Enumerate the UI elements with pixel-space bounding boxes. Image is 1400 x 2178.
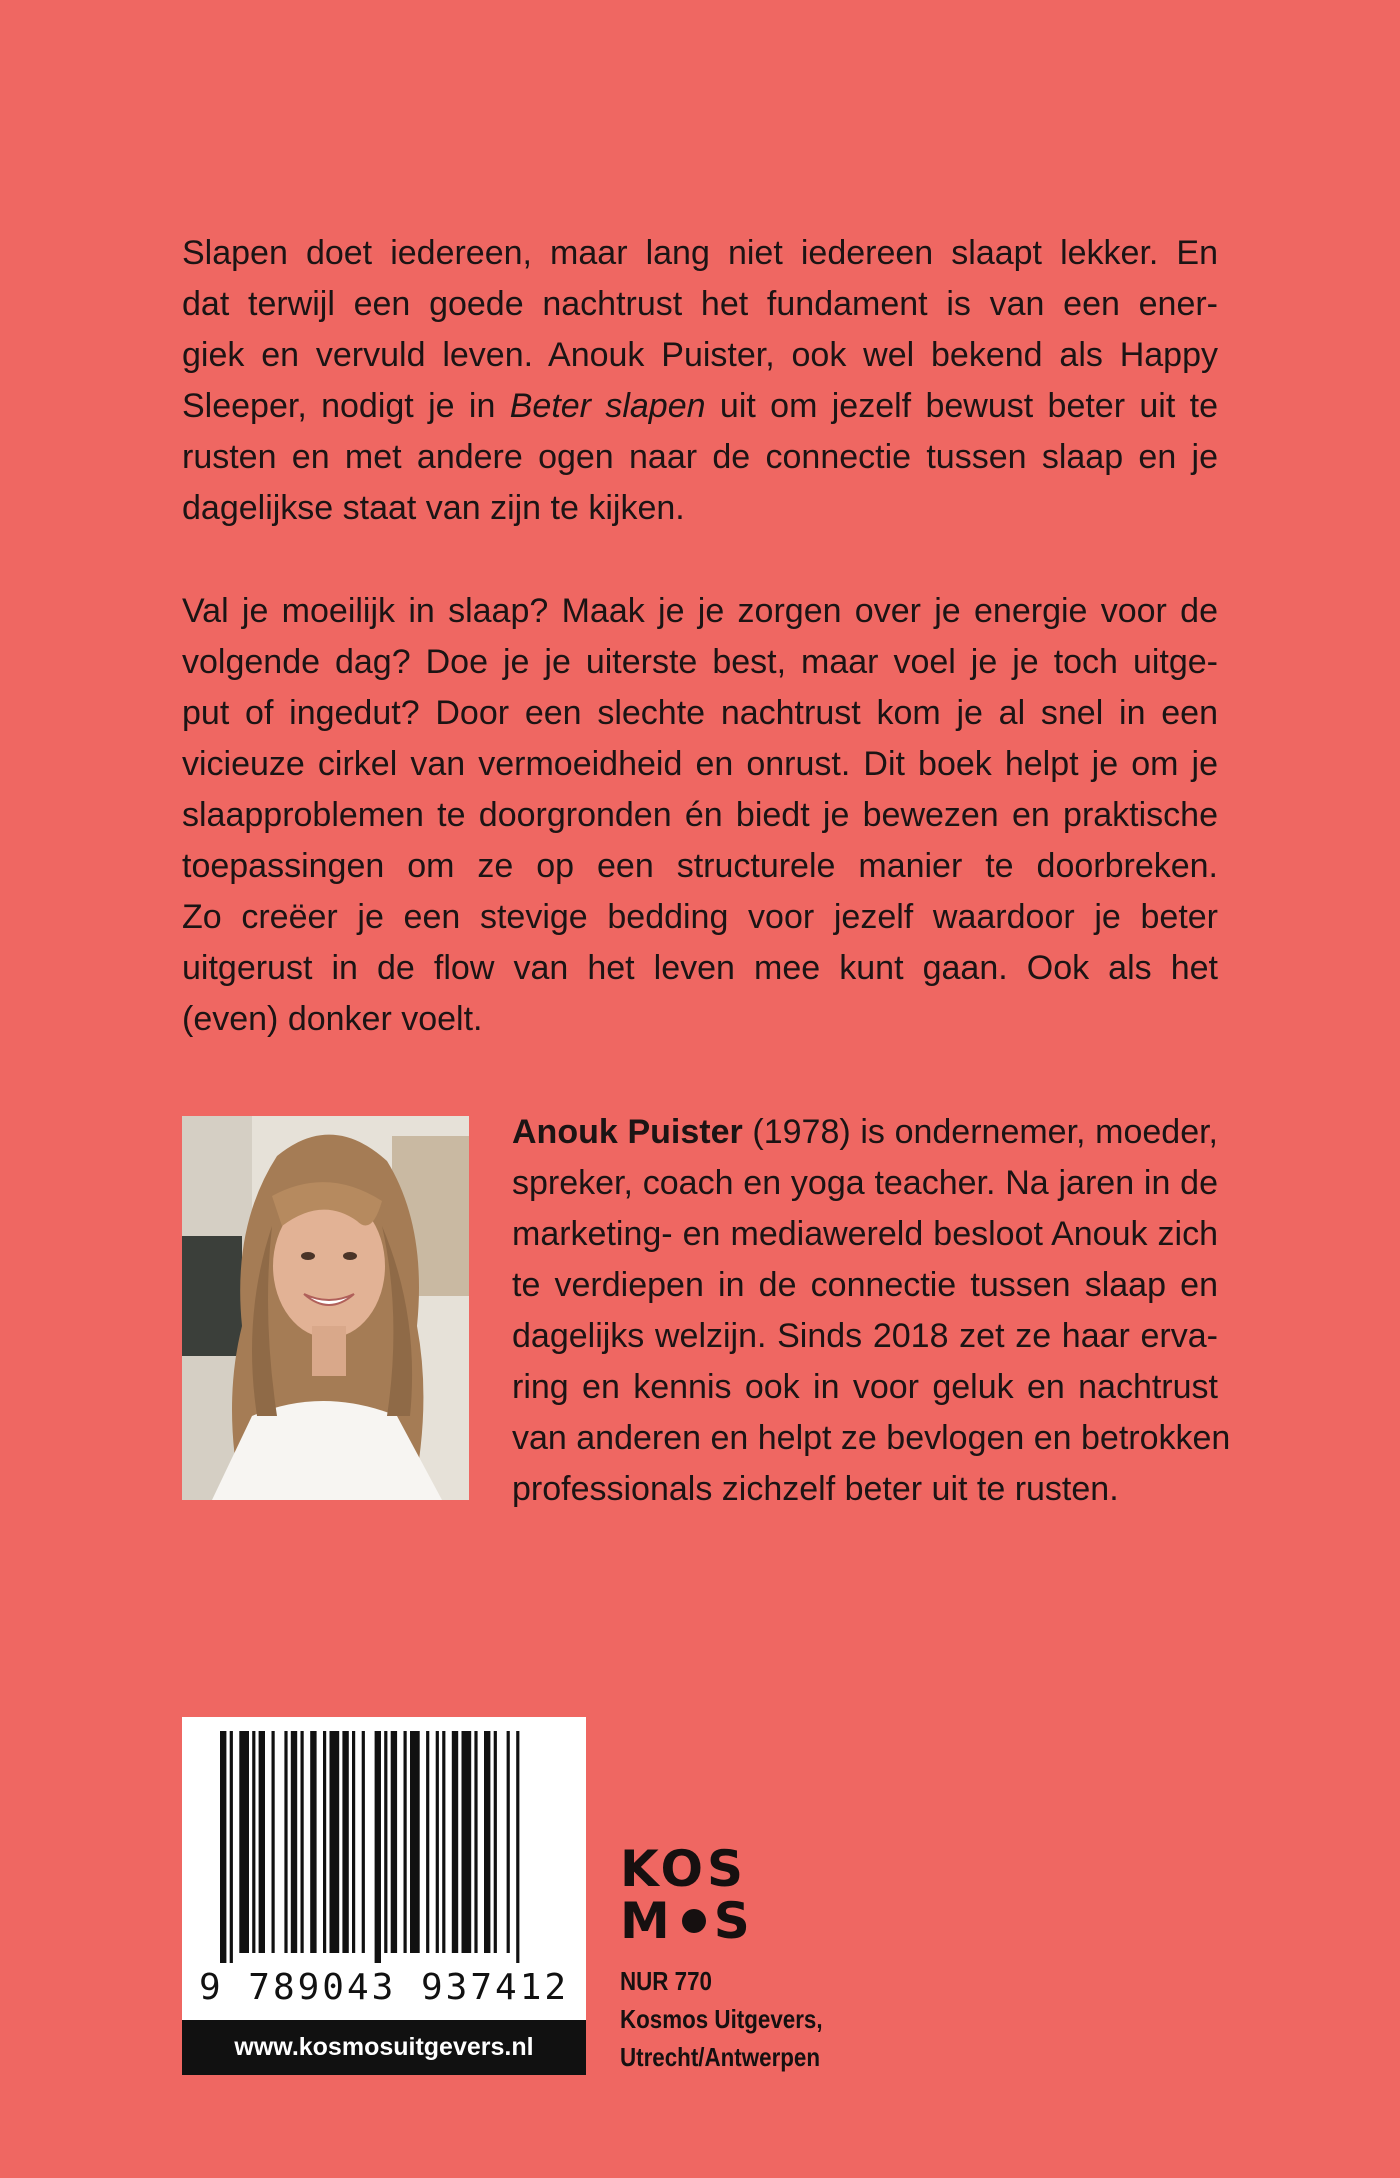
barcode-bar — [404, 1731, 407, 1953]
bio-line: te verdiepen in de connectie tussen slaap en — [512, 1266, 1218, 1304]
blurb-line: toepassingen om ze op een structurele manier te doorbreken. — [182, 847, 1218, 885]
logo-row-2 — [620, 1892, 754, 1950]
barcode-bar — [284, 1731, 287, 1953]
blurb-line: vicieuze cirkel van vermoeidheid en onrust. Dit boek helpt je om je — [182, 745, 1218, 783]
blurb-paragraph-1 — [182, 228, 1218, 534]
publisher-name: Kosmos Uitgevers, — [620, 2004, 823, 2034]
barcode-bar — [259, 1731, 265, 1953]
blurb-line: dat terwijl een goede nachtrust het fundament is van een ener- — [182, 285, 1218, 323]
bio-line: dagelijks welzijn. Sinds 2018 zet ze haar erva- — [512, 1317, 1218, 1355]
barcode-bar — [436, 1731, 439, 1953]
barcode-bar — [239, 1731, 249, 1953]
blurb-line-prefix: Sleeper, nodigt je in — [182, 387, 510, 425]
barcode-bar — [410, 1731, 420, 1953]
bio-line: marketing- en mediawereld besloot Anouk zich — [512, 1215, 1218, 1253]
imprint — [620, 1962, 823, 2076]
blurb-line: Zo creëer je een stevige bedding voor jezelf waardoor je beter — [182, 898, 1218, 936]
barcode-bar — [426, 1731, 429, 1953]
barcode-bar — [507, 1731, 510, 1953]
bio-line-rest: (1978) is ondernemer, moeder, — [742, 1113, 1219, 1151]
blurb-line: rusten en met andere ogen naar de connectie tussen slaap en je — [182, 438, 1218, 476]
barcode-bar — [442, 1731, 445, 1953]
barcode-bar — [272, 1731, 275, 1953]
barcode-bar — [330, 1731, 340, 1953]
blurb-paragraph-2 — [182, 586, 1218, 1045]
author-photo — [182, 1116, 469, 1500]
barcode-bar — [362, 1731, 365, 1953]
author-bio — [512, 1107, 1231, 1515]
barcode-bar — [384, 1731, 387, 1953]
barcode-bar — [391, 1731, 397, 1953]
logo-dot-icon — [682, 1909, 706, 1933]
blurb-line: volgende dag? Doe je je uiterste best, maar voel je je toch uitge- — [182, 643, 1218, 681]
bio-line: ring en kennis ook in voor geluk en nachtrust — [512, 1368, 1218, 1406]
author-portrait-illustration — [182, 1116, 469, 1500]
blurb-line: Val je moeilijk in slaap? Maak je je zorgen over je energie voor de — [182, 592, 1218, 630]
barcode-bar — [516, 1731, 519, 1963]
barcode-bar — [301, 1731, 304, 1953]
barcode-bar — [230, 1731, 233, 1963]
blurb-line: put of ingedut? Door een slechte nachtrust kom je al snel in een — [182, 694, 1218, 732]
barcode-bar — [352, 1731, 355, 1953]
barcode — [182, 1717, 586, 1967]
logo-row-1: KOS — [620, 1840, 748, 1898]
barcode-bar — [342, 1731, 348, 1953]
logo-letter: S — [713, 1892, 754, 1950]
blurb-line-suffix: uit om jezelf bewust beter uit te — [719, 387, 1219, 425]
bio-line: spreker, coach en yoga teacher. Na jaren in de — [512, 1164, 1218, 1202]
barcode-bar — [220, 1731, 226, 1963]
barcode-bar — [323, 1731, 326, 1953]
barcode-bar — [484, 1731, 490, 1953]
blurb-line: Slapen doet iedereen, maar lang niet iedereen slaapt lekker. En — [182, 234, 1218, 272]
kosmos-logo — [620, 1840, 754, 1950]
barcode-bar — [494, 1731, 497, 1953]
nur-code: NUR 770 — [620, 1966, 712, 1996]
book-title: Beter slapen — [509, 387, 706, 425]
blurb-line: uitgerust in de flow van het leven mee kunt gaan. Ook als het — [182, 949, 1218, 987]
barcode-label — [182, 1717, 586, 2075]
blurb-line: (even) donker voelt. — [182, 1000, 483, 1038]
isbn-number: 9 789043 937412 — [198, 1967, 570, 2008]
bio-line: professionals zichzelf beter uit te rusten. — [512, 1470, 1119, 1508]
blurb-line: dagelijkse staat van zijn te kijken. — [182, 489, 685, 527]
barcode-bar — [291, 1731, 297, 1953]
barcode-bar — [462, 1731, 472, 1953]
barcode-bar — [452, 1731, 458, 1953]
barcode-bar — [252, 1731, 255, 1953]
barcode-bar — [310, 1731, 316, 1953]
author-name: Anouk Puister — [512, 1113, 743, 1151]
logo-letter: M — [620, 1892, 674, 1950]
bio-line — [512, 1107, 1218, 1158]
bio-line: van anderen en helpt ze bevlogen en betrokken — [512, 1419, 1231, 1457]
blurb-line-with-title — [182, 381, 1218, 432]
blurb-line: slaapproblemen te doorgronden én biedt je bewezen en praktische — [182, 796, 1218, 834]
publisher-url: www.kosmosuitgevers.nl — [182, 2020, 586, 2075]
barcode-bar — [375, 1731, 381, 1963]
blurb-line: giek en vervuld leven. Anouk Puister, ook wel bekend als Happy — [182, 336, 1218, 374]
publisher-location: Utrecht/Antwerpen — [620, 2042, 821, 2072]
barcode-bar — [474, 1731, 477, 1953]
